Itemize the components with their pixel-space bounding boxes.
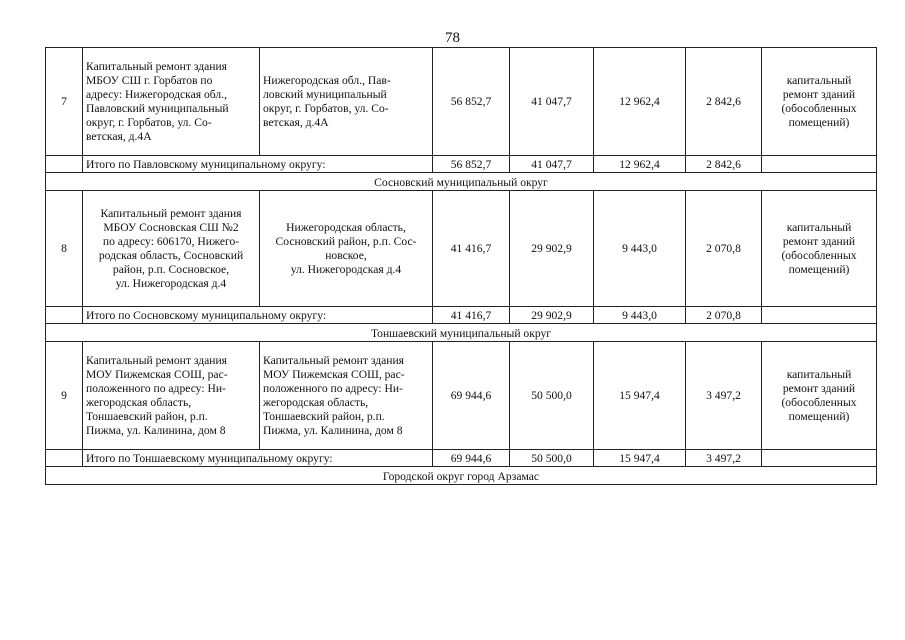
object-name-text: Капитальный ремонт здания МОУ Пижемская СОШ, рас- положенного по адресу: Ни- жегородская область, Тоншаевский район, р.п. Пижма, ул. Калинина, дом 8 [86,353,228,437]
page-number: 78 [445,30,460,46]
total-cost-value [433,191,510,307]
regional-funds-value [594,342,686,450]
total-row [46,307,877,324]
object-name [83,191,260,307]
work-type-text: капитальный ремонт зданий (обособленных помещений) [781,73,857,129]
object-address [260,48,433,156]
federal-funds-value [510,342,594,450]
empty-cell [46,307,83,324]
work-type-text: капитальный ремонт зданий (обособленных помещений) [781,367,857,423]
empty-cell [762,307,877,324]
section-title-text: Городской округ город Арзамас [382,470,540,483]
regional-funds-value-text: 9 443,0 [622,241,657,255]
work-type [762,342,877,450]
regional-funds-value-text: 12 962,4 [619,94,660,108]
federal-funds-sum-text: 41 047,7 [531,158,572,171]
empty-cell [762,450,877,467]
total-label [83,156,433,173]
object-address-text: Капитальный ремонт здания МОУ Пижемская СОШ, рас- положенного по адресу: Ни- жегородская область, Тоншаевский район, р.п. Пижма, ул. Калинина, дом 8 [263,353,405,437]
local-funds-value [686,191,762,307]
section-title-text: Тоншаевский муниципальный округ [370,327,552,340]
empty-cell [762,156,877,173]
object-address [260,342,433,450]
table-row [46,191,877,307]
total-cost-sum-text: 41 416,7 [450,309,492,322]
section-title [46,324,877,342]
regional-funds-value [594,48,686,156]
regional-funds-sum-text: 15 947,4 [619,452,660,465]
local-funds-value-text: 2 842,6 [706,94,741,108]
local-funds-sum [686,156,762,173]
regional-funds-sum-text: 9 443,0 [622,309,657,322]
federal-funds-sum-text: 29 902,9 [531,309,572,322]
regional-funds-value [594,191,686,307]
work-type [762,191,877,307]
row-number [46,48,83,156]
total-cost-sum-text: 56 852,7 [450,158,492,171]
local-funds-sum [686,450,762,467]
regional-funds-value-text: 15 947,4 [619,388,660,402]
federal-funds-value [510,48,594,156]
section-title-text: Сосновский муниципальный округ [374,176,548,189]
total-row [46,450,877,467]
local-funds-sum-text: 2 842,6 [706,158,741,171]
work-type [762,48,877,156]
regional-funds-sum-text: 12 962,4 [619,158,660,171]
object-name [83,342,260,450]
local-funds-value-text: 2 070,8 [706,241,741,255]
budget-table [45,47,877,485]
local-funds-sum-text: 3 497,2 [706,452,741,465]
object-name [83,48,260,156]
federal-funds-value-text: 29 902,9 [531,241,572,255]
row-number-text: 9 [61,388,67,402]
local-funds-sum [686,307,762,324]
section-header-row [46,324,877,342]
object-name-text: Капитальный ремонт здания МБОУ Сосновская СШ №2 по адресу: 606170, Нижего- родская область, Сосновский район, р.п. Сосновское, ул. Нижегородская д.4 [98,206,244,290]
total-label [83,450,433,467]
regional-funds-sum [594,307,686,324]
object-name-text: Капитальный ремонт здания МБОУ СШ г. Горбатов по адресу: Нижегородская обл., Павловский муниципальный округ, г. Горбатов, ул. Со- ветская, д.4А [86,59,229,143]
object-address-text: Нижегородская обл., Пав- ловский муниципальный округ, г. Горбатов, ул. Со- ветская, д.4А [263,73,391,129]
empty-cell [46,450,83,467]
total-cost-sum [433,156,510,173]
local-funds-value [686,48,762,156]
section-header-row [46,173,877,191]
section-title [46,173,877,191]
total-label-text: Итого по Тоншаевскому муниципальному округу: [86,452,333,465]
total-cost-value-text: 56 852,7 [450,94,492,108]
local-funds-sum-text: 2 070,8 [706,309,741,322]
total-label-text: Итого по Павловскому муниципальному округу: [86,158,326,171]
federal-funds-value [510,191,594,307]
object-address [260,191,433,307]
row-number [46,342,83,450]
table-row [46,48,877,156]
local-funds-value [686,342,762,450]
row-number-text: 8 [61,241,67,255]
total-label [83,307,433,324]
object-address-text: Нижегородская область, Сосновский район, р.п. Сос- новское, ул. Нижегородская д.4 [275,220,417,276]
work-type-text: капитальный ремонт зданий (обособленных помещений) [781,220,857,276]
row-number-text: 7 [61,94,67,108]
regional-funds-sum [594,156,686,173]
row-number [46,191,83,307]
federal-funds-value-text: 50 500,0 [531,388,572,402]
federal-funds-sum [510,156,594,173]
federal-funds-sum [510,307,594,324]
section-header-row [46,467,877,485]
federal-funds-sum [510,450,594,467]
federal-funds-value-text: 41 047,7 [531,94,572,108]
total-cost-sum-text: 69 944,6 [450,452,492,465]
regional-funds-sum [594,450,686,467]
total-row [46,156,877,173]
total-cost-sum [433,307,510,324]
empty-cell [46,156,83,173]
local-funds-value-text: 3 497,2 [706,388,741,402]
total-cost-sum [433,450,510,467]
total-cost-value [433,48,510,156]
total-cost-value-text: 69 944,6 [450,388,492,402]
section-title [46,467,877,485]
total-cost-value [433,342,510,450]
total-label-text: Итого по Сосновскому муниципальному округу: [86,309,327,322]
table-row [46,342,877,450]
federal-funds-sum-text: 50 500,0 [531,452,572,465]
total-cost-value-text: 41 416,7 [450,241,492,255]
